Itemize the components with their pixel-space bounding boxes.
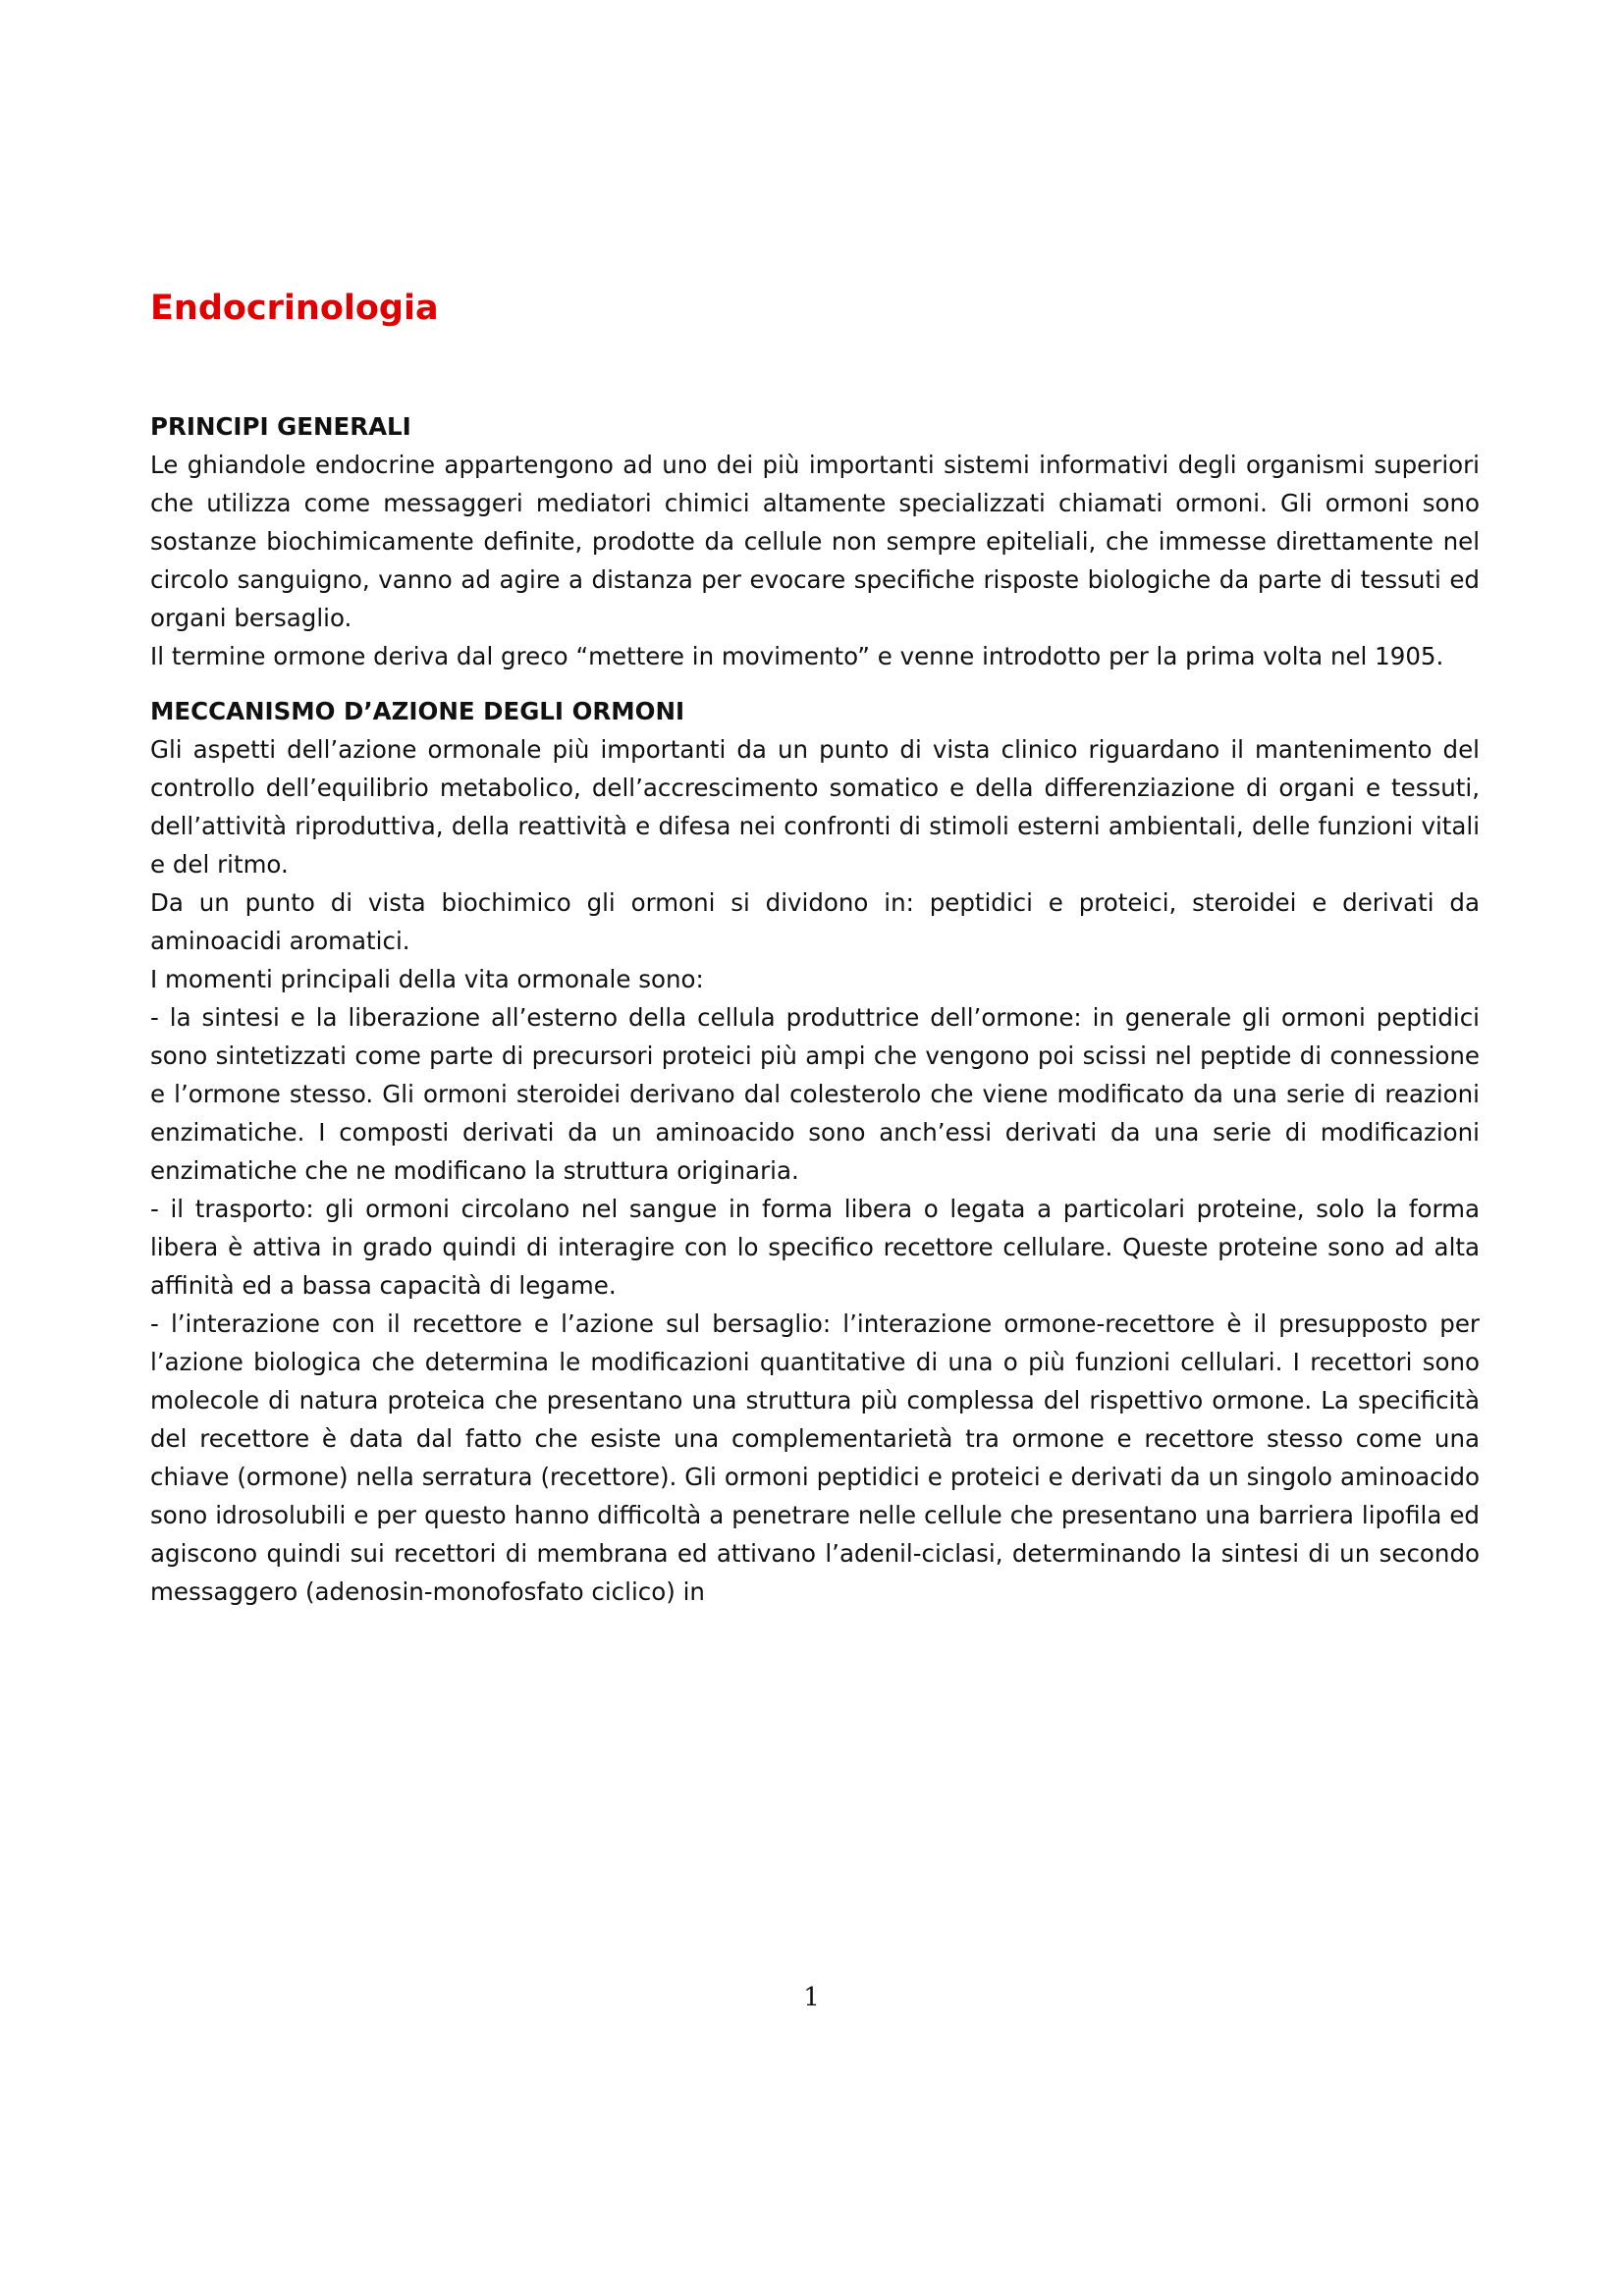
paragraph: Le ghiandole endocrine appartengono ad uno dei più importanti sistemi informativi degli organismi superiori che utilizza come messaggeri mediatori chimici altamente specializzati chiamati ormoni. Gli ormoni sono sostanze biochimicamente definite, prodotte da cellule non sempre epiteliali, che immesse direttamente nel circolo sanguigno, vanno ad agire a distanza per evocare specifiche risposte biologiche da parte di tessuti ed organi bersaglio.	[150, 451, 1480, 632]
section-heading-meccanismo-azione: MECCANISMO D’AZIONE DEGLI ORMONI	[150, 697, 685, 725]
paragraph: - l’interazione con il recettore e l’azione sul bersaglio: l’interazione ormone-recettore è il presupposto per l’azione biologica che determina le modificazioni quantitative di una o più funzioni cellulari. I recettori sono molecole di natura proteica che presentano una struttura più complessa del rispettivo ormone. La specificità del recettore è data dal fatto che esiste una complementarietà tra ormone e recettore stesso come una chiave (ormone) nella serratura (recettore). Gli ormoni peptidici e proteici e derivati da un singolo aminoacido sono idrosolubili e per questo hanno difficoltà a penetrare nelle cellule che presentano una barriera lipofila ed agiscono quindi sui recettori di membrana ed attivano l’adenil-ciclasi, determinando la sintesi di un secondo messaggero (adenosin-monofosfato ciclico) in	[150, 1309, 1480, 1606]
page-number: 1	[803, 1983, 820, 2012]
page-content	[150, 285, 1480, 1611]
section-heading-principi-generali: PRINCIPI GENERALI	[150, 412, 411, 441]
paragraph: I momenti principali della vita ormonale sono:	[150, 965, 704, 993]
paragraph: - la sintesi e la liberazione all’esterno della cellula produttrice dell’ormone: in generale gli ormoni peptidici sono sintetizzati come parte di precursori proteici più ampi che vengono poi scissi nel peptide di connessione e l’ormone stesso. Gli ormoni steroidei derivano dal colesterolo che viene modificato da una serie di reazioni enzimatiche. I composti derivati da un aminoacido sono anch’essi derivati da una serie di modificazioni enzimatiche che ne modificano la struttura originaria.	[150, 1003, 1480, 1185]
paragraph: Da un punto di vista biochimico gli ormoni si dividono in: peptidici e proteici, steroidei e derivati da aminoacidi aromatici.	[150, 888, 1480, 955]
document-title: Endocrinologia	[150, 289, 439, 328]
paragraph: Il termine ormone deriva dal greco “mettere in movimento” e venne introdotto per la prima volta nel 1905.	[150, 642, 1444, 670]
paragraph: Gli aspetti dell’azione ormonale più importanti da un punto di vista clinico riguardano il mantenimento del controllo dell’equilibrio metabolico, dell’accrescimento somatico e della differenziazione di organi e tessuti, dell’attività riproduttiva, della reattività e difesa nei confronti di stimoli esterni ambientali, delle funzioni vitali e del ritmo.	[150, 735, 1480, 879]
paragraph: - il trasporto: gli ormoni circolano nel sangue in forma libera o legata a particolari proteine, solo la forma libera è attiva in grado quindi di interagire con lo specifico recettore cellulare. Queste proteine sono ad alta affinità ed a bassa capacità di legame.	[150, 1195, 1480, 1300]
